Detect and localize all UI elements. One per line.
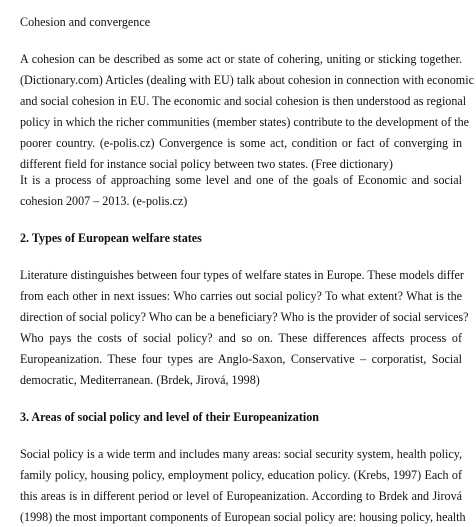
document-title: Cohesion and convergence — [20, 15, 151, 29]
section-heading-2: 2. Types of European welfare states — [20, 231, 202, 245]
text-line: this areas is in different period or level of Europeanization. According to Brdek and Jirová — [20, 489, 462, 503]
text-line: A cohesion can be described as some act or state of cohering, uniting or sticking together. — [20, 52, 462, 66]
text-line: cohesion 2007 – 2013. (e-polis.cz) — [20, 194, 188, 208]
text-line: poorer country. (e-polis.cz) Convergence is some act, condition or fact of converging in — [20, 136, 462, 150]
text-line: (Dictionary.com) Articles (dealing with EU) talk about cohesion in connection with economic — [20, 73, 474, 87]
text-line: from each other in next issues: Who carries out social policy? To what extent? What is the — [20, 289, 462, 303]
text-line: different field for instance social policy between two states. (Free dictionary) — [20, 157, 393, 171]
section-heading-3: 3. Areas of social policy and level of their Europeanization — [20, 410, 319, 424]
text-line: Who pays the costs of social policy? and so on. These differences affects process of — [20, 331, 462, 345]
text-line: policy in which the richer communities (member states) contribute to the development of the — [20, 115, 470, 129]
text-line: and social cohesion in EU. The economic and social cohesion is then understood as regional — [20, 94, 467, 108]
text-line: It is a process of approaching some level and one of the goals of Economic and social — [20, 173, 462, 187]
text-line: Social policy is a wide term and includes many areas: social security system, health policy, — [20, 447, 462, 461]
text-line: (1998) the most important components of European social policy are: housing policy, health — [20, 510, 466, 524]
text-line: democratic, Mediterranean. (Brdek, Jirová, 1998) — [20, 373, 260, 387]
text-line: Literature distinguishes between four types of welfare states in Europe. These models differ — [20, 268, 464, 282]
text-line: family policy, housing policy, employment policy, education policy. (Krebs, 1997) Each of — [20, 468, 462, 482]
text-line: direction of social policy? Who can be a beneficiary? Who is the provider of social services? — [20, 310, 469, 324]
text-line: Europeanization. These four types are Anglo-Saxon, Conservative – corporatist, Social — [20, 352, 462, 366]
